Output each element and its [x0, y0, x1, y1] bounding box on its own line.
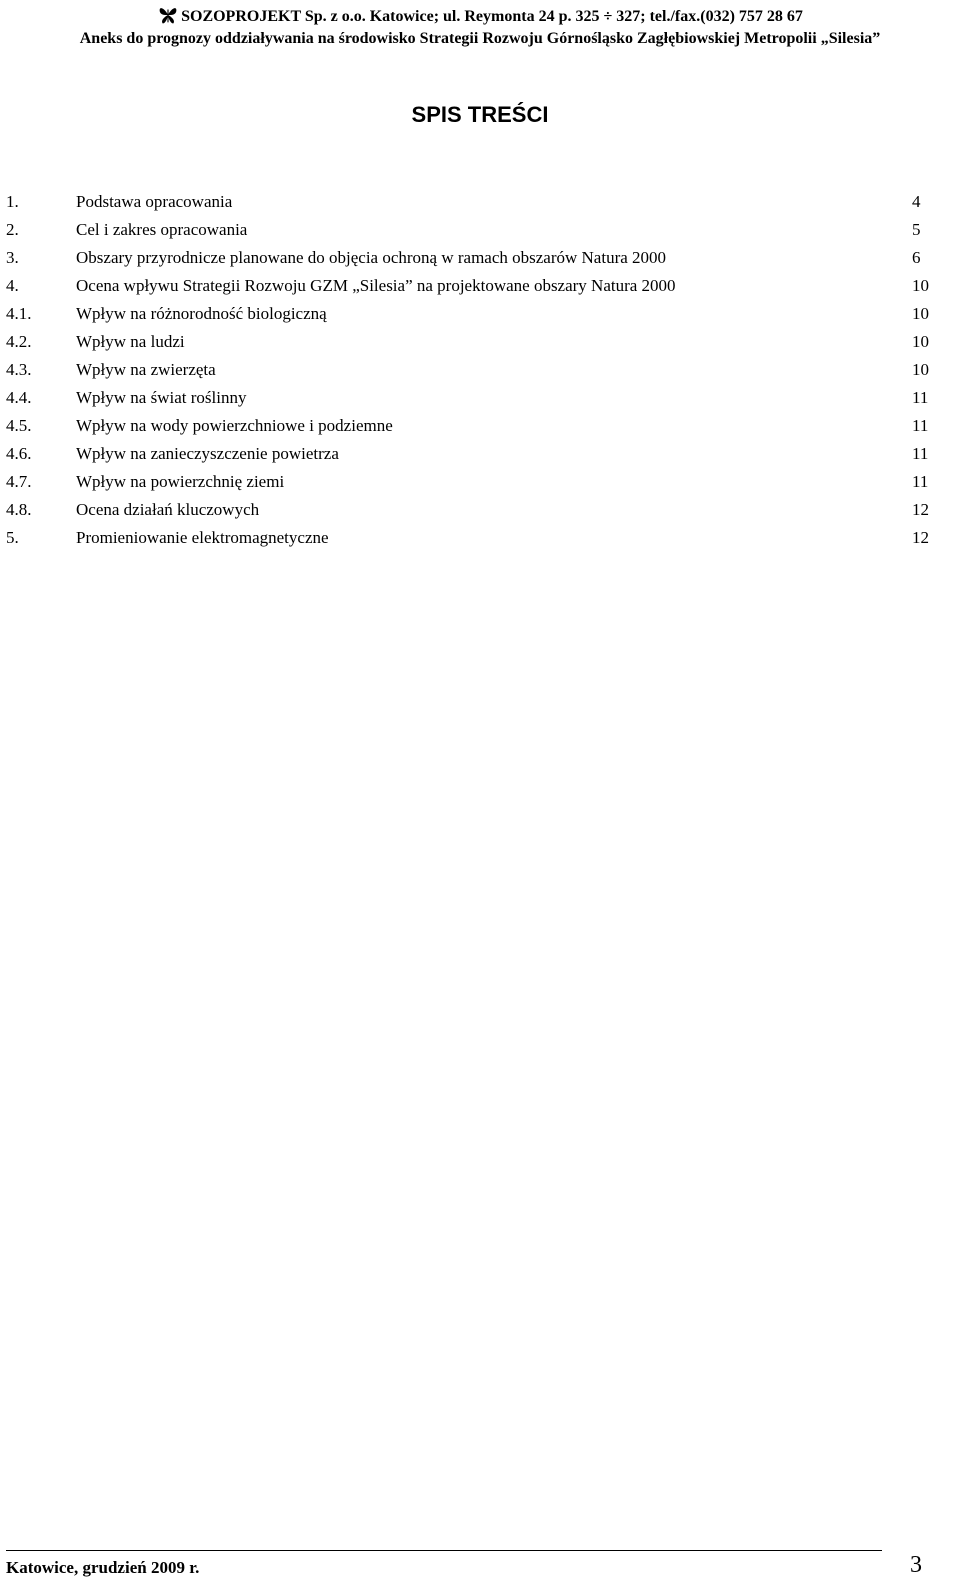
toc-entry-number: 1.	[6, 192, 19, 211]
page-header	[0, 6, 960, 50]
page-title: SPIS TREŚCI	[411, 102, 549, 127]
toc-entry[interactable]	[6, 272, 946, 300]
toc-entry-page: 12	[912, 528, 929, 547]
page-footer	[6, 1552, 922, 1582]
footer-divider	[6, 1550, 882, 1551]
toc-entry[interactable]	[6, 440, 946, 468]
footer-page-number: 3	[910, 1552, 922, 1578]
toc-entry[interactable]	[6, 496, 946, 524]
toc-entry[interactable]	[6, 468, 946, 496]
toc-entry-title: Wpływ na powierzchnię ziemi	[76, 472, 285, 491]
toc-entry-title: Wpływ na różnorodność biologiczną	[76, 304, 327, 323]
toc-entry-number: 4.	[6, 276, 19, 295]
company-line	[0, 6, 960, 28]
butterfly-icon	[157, 4, 179, 26]
toc-entry-page: 10	[912, 360, 929, 379]
toc-entry-title: Wpływ na ludzi	[76, 332, 185, 351]
footer-place-date: Katowice, grudzień 2009 r.	[6, 1558, 200, 1577]
toc-entry-page: 10	[912, 332, 929, 351]
toc-entry-number: 5.	[6, 528, 19, 547]
toc-entry-title: Podstawa opracowania	[76, 192, 233, 211]
toc-entry-number: 4.3.	[6, 360, 32, 379]
toc-entry-page: 6	[912, 248, 921, 267]
toc-entry[interactable]	[6, 328, 946, 356]
toc-entry-title: Wpływ na wody powierzchniowe i podziemne	[76, 416, 393, 435]
toc-entry-title: Obszary przyrodnicze planowane do objęcia ochroną w ramach obszarów Natura 2000	[76, 248, 667, 267]
toc-entry-title: Ocena wpływu Strategii Rozwoju GZM „Silesia” na projektowane obszary Natura 2000	[76, 276, 676, 295]
toc-entry[interactable]	[6, 524, 946, 552]
toc-entry-page: 11	[912, 472, 929, 491]
toc-entry-title: Wpływ na zanieczyszczenie powietrza	[76, 444, 339, 463]
toc-entry-title: Cel i zakres opracowania	[76, 220, 248, 239]
toc-entry[interactable]	[6, 412, 946, 440]
toc-entry[interactable]	[6, 216, 946, 244]
toc-entry-title: Wpływ na zwierzęta	[76, 360, 216, 379]
toc-entry-page: 11	[912, 444, 929, 463]
toc-entry-page: 11	[912, 416, 929, 435]
toc-entry[interactable]	[6, 356, 946, 384]
toc-entry-number: 4.4.	[6, 388, 32, 407]
toc-entry-page: 10	[912, 276, 929, 295]
toc-entry-number: 4.1.	[6, 304, 32, 323]
toc-entry-number: 4.2.	[6, 332, 32, 351]
toc-entry[interactable]	[6, 384, 946, 412]
toc-entry[interactable]	[6, 244, 946, 272]
toc-entry-number: 4.7.	[6, 472, 32, 491]
toc-entry-title: Ocena działań kluczowych	[76, 500, 260, 519]
toc-entry-page: 11	[912, 388, 929, 407]
toc-entry-number: 3.	[6, 248, 19, 267]
toc-entry-title: Promieniowanie elektromagnetyczne	[76, 528, 329, 547]
toc-entry-number: 2.	[6, 220, 19, 239]
toc-entry-page: 10	[912, 304, 929, 323]
toc-entry-number: 4.5.	[6, 416, 32, 435]
table-of-contents	[6, 188, 946, 552]
toc-entry-number: 4.8.	[6, 500, 32, 519]
toc-entry-title: Wpływ na świat roślinny	[76, 388, 247, 407]
toc-entry-page: 5	[912, 220, 921, 239]
toc-entry-page: 12	[912, 500, 929, 519]
toc-entry[interactable]	[6, 188, 946, 216]
toc-entry[interactable]	[6, 300, 946, 328]
toc-entry-page: 4	[912, 192, 921, 211]
company-info: SOZOPROJEKT Sp. z o.o. Katowice; ul. Reymonta 24 p. 325 ÷ 327; tel./fax.(032) 757 28 67	[181, 8, 803, 25]
document-subtitle: Aneks do prognozy oddziaływania na środowisko Strategii Rozwoju Górnośląsko Zagłębiowskiej Metropolii „Silesia”	[79, 30, 881, 47]
toc-entry-number: 4.6.	[6, 444, 32, 463]
